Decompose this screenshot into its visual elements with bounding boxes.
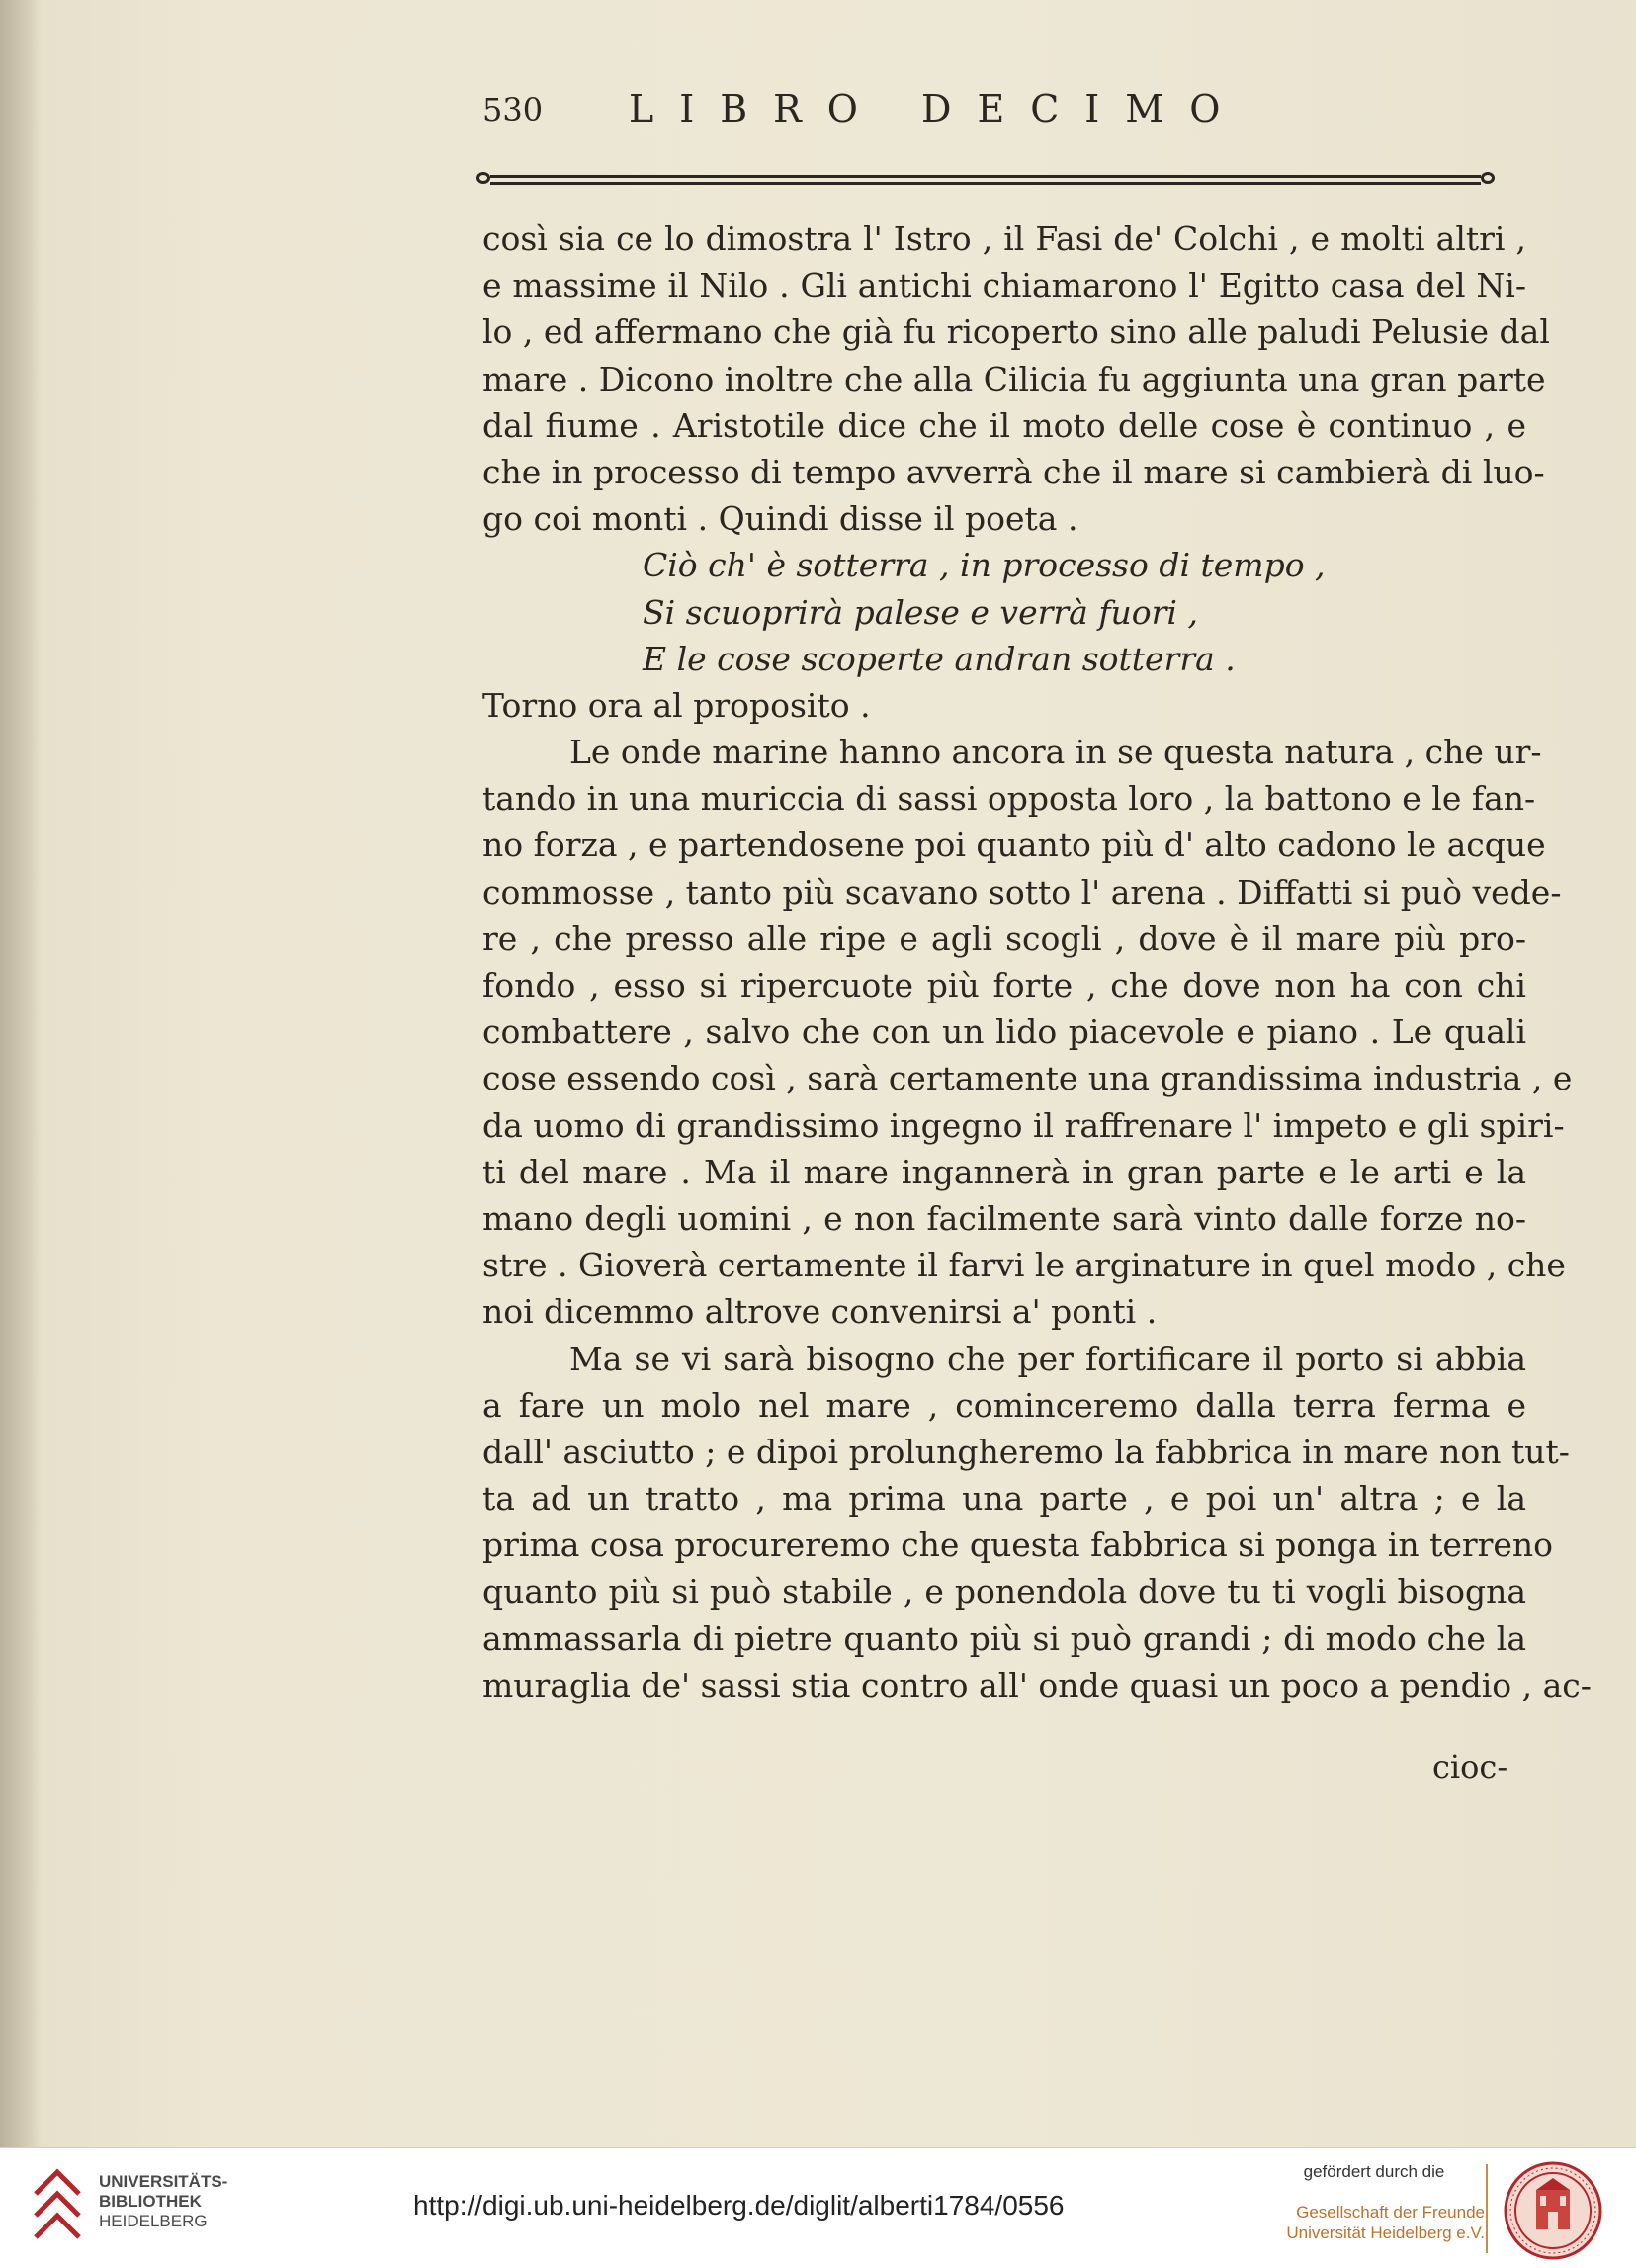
text-line: ammassarla di pietre quanto più si può grandi ; di modo che la (482, 1618, 1526, 1658)
sponsor-org-line2: Universität Heidelberg e.V. (1286, 2224, 1485, 2242)
library-logo-icon (28, 2164, 87, 2251)
text-line: cose essendo così , sarà certamente una grandissima industria , e (482, 1059, 1573, 1098)
text-line: combattere , salvo che con un lido piacevole e piano . Le quali (482, 1012, 1526, 1052)
text-line: tando in una muriccia di sassi opposta loro , la battono e le fan- (482, 779, 1536, 819)
text-line: noi dicemmo altrove convenirsi a' ponti . (482, 1292, 1158, 1332)
text-line: prima cosa procureremo che questa fabbrica si ponga in terreno (482, 1526, 1554, 1565)
library-name-line1: UNIVERSITÄTS- (99, 2172, 228, 2191)
running-title: LIBRO DECIMO (629, 87, 1247, 131)
text-line: re , che presso alle ripe e agli scogli , dove è il mare più pro- (482, 918, 1526, 958)
rule-end-right (1481, 172, 1495, 184)
text-line: a fare un molo nel mare , cominceremo dalla terra ferma e (482, 1385, 1526, 1425)
rule-end-left (476, 172, 490, 184)
text-line: dall' asciutto ; e dipoi prolungheremo la fabbrica in mare non tut- (482, 1432, 1570, 1471)
verse-line: Ciò ch' è sotterra , in processo di tempo , (643, 546, 1326, 585)
text-line: lo , ed affermano che già fu ricoperto sino alle paludi Pelusie dal (482, 312, 1550, 352)
rule-bar (490, 175, 1481, 185)
library-name-line3: HEIDELBERG (99, 2212, 208, 2230)
verse-line: Si scuoprirà palese e verrà fuori , (643, 592, 1198, 632)
library-name (99, 2172, 227, 2231)
page-number: 530 (482, 91, 544, 129)
text-line: quanto più si può stabile , e ponendola dove tu ti vogli bisogna (482, 1572, 1526, 1612)
text-line: no forza , e partendosene poi quanto più d' alto cadono le acque (482, 826, 1546, 865)
verse-line: E le cose scoperte andran sotterra . (643, 639, 1236, 678)
text-line: che in processo di tempo avverrà che il mare si cambierà di luo- (482, 452, 1545, 491)
sponsor-org (1265, 2202, 1485, 2243)
text-line: commosse , tanto più scavano sotto l' arena . Diffatti si può vede- (482, 872, 1562, 912)
running-head (482, 87, 1520, 136)
text-line: Torno ora al proposito . (482, 685, 871, 725)
text-line: stre . Gioverà certamente il farvi le arginature in quel modo , che (482, 1246, 1566, 1285)
text-line: e massime il Nilo . Gli antichi chiamarono l' Egitto casa del Ni- (482, 266, 1526, 305)
sponsor-label: gefördert durch die (1303, 2162, 1445, 2181)
text-line: Ma se vi sarà bisogno che per fortificare il porto si abbia (569, 1339, 1526, 1378)
text-line: go coi monti . Quindi disse il poeta . (482, 499, 1078, 539)
text-line: da uomo di grandissimo ingegno il raffrenare l' impeto e gli spiri- (482, 1105, 1565, 1145)
body-text (482, 216, 1592, 1708)
book-gutter (0, 0, 42, 2147)
sponsor-divider (1486, 2164, 1488, 2253)
text-line: così sia ce lo dimostra l' Istro , il Fasi de' Colchi , e molti altri , (482, 219, 1526, 258)
catchword: cioc- (1432, 1748, 1508, 1786)
library-name-line2: BIBLIOTHEK (99, 2192, 202, 2211)
text-line: fondo , esso si ripercuote più forte , che dove non ha con chi (482, 966, 1526, 1004)
text-line: dal fiume . Aristotile dice che il moto delle cose è continuo , e (482, 405, 1526, 445)
text-line: muraglia de' sassi stia contro all' onde quasi un poco a pendio , ac- (482, 1665, 1592, 1704)
text-line: ta ad un tratto , ma prima una parte , e poi un' altra ; e la (482, 1479, 1526, 1519)
viewer-footer (0, 2147, 1636, 2268)
text-line: ti del mare . Ma il mare ingannerà in gran parte e le arti e la (482, 1152, 1526, 1191)
text-line: Le onde marine hanno ancora in se questa natura , che ur- (569, 733, 1542, 772)
sponsor-org-line1: Gesellschaft der Freunde (1296, 2203, 1485, 2222)
text-line: mare . Dicono inoltre che alla Cilicia fu aggiunta una gran parte (482, 359, 1546, 398)
sponsor-credit (1265, 2162, 1485, 2243)
header-rule (476, 166, 1495, 194)
text-line: mano degli uomini , e non facilmente sarà vinto dalle forze no- (482, 1198, 1526, 1238)
university-seal-icon (1503, 2160, 1603, 2261)
permalink-url[interactable]: http://digi.ub.uni-heidelberg.de/diglit/alberti1784/0556 (413, 2190, 1065, 2221)
